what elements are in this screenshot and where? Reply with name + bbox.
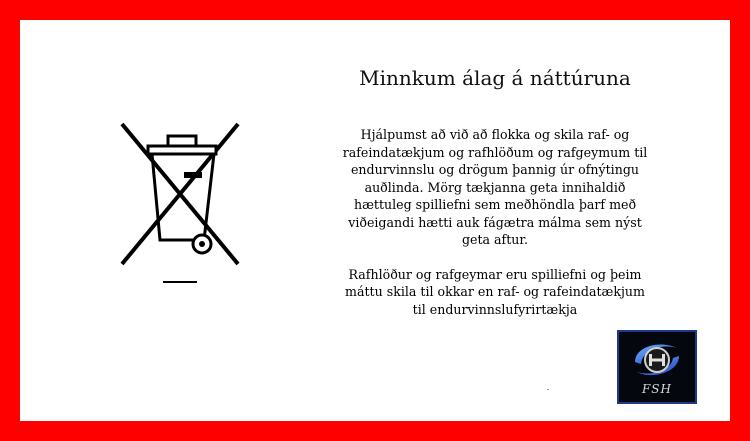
paragraph-recycling: Hjálpumst að við að flokka og skila raf- og rafeindatækjum og rafhlöðum og rafgeymum til endurvinnslu og drögum þannig úr ofnýtingu auðlinda. Mörg tækjanna geta innihaldið hættuleg spilliefni sem meðhöndla þarf með viðeigandi hætti auk fágætra málma sem nýst geta aftur. (342, 127, 648, 247)
paragraph-batteries: Rafhlöður og rafgeymar eru spilliefni og þeim máttu skila til okkar en raf- og rafeindatækjum til endurvinnslufyrirtækja (345, 266, 645, 317)
decorative-speck (547, 389, 549, 390)
page-title: Minnkum álag á náttúruna (359, 66, 631, 90)
fsh-logo-text: FSH (641, 382, 672, 396)
weee-underline-bar (163, 281, 197, 283)
crossed-out-wheelie-bin-icon (118, 120, 242, 268)
content-panel (20, 20, 730, 421)
fsh-logo (617, 330, 697, 404)
fsh-logo-emblem-icon (631, 338, 683, 382)
body-text (340, 126, 650, 335)
